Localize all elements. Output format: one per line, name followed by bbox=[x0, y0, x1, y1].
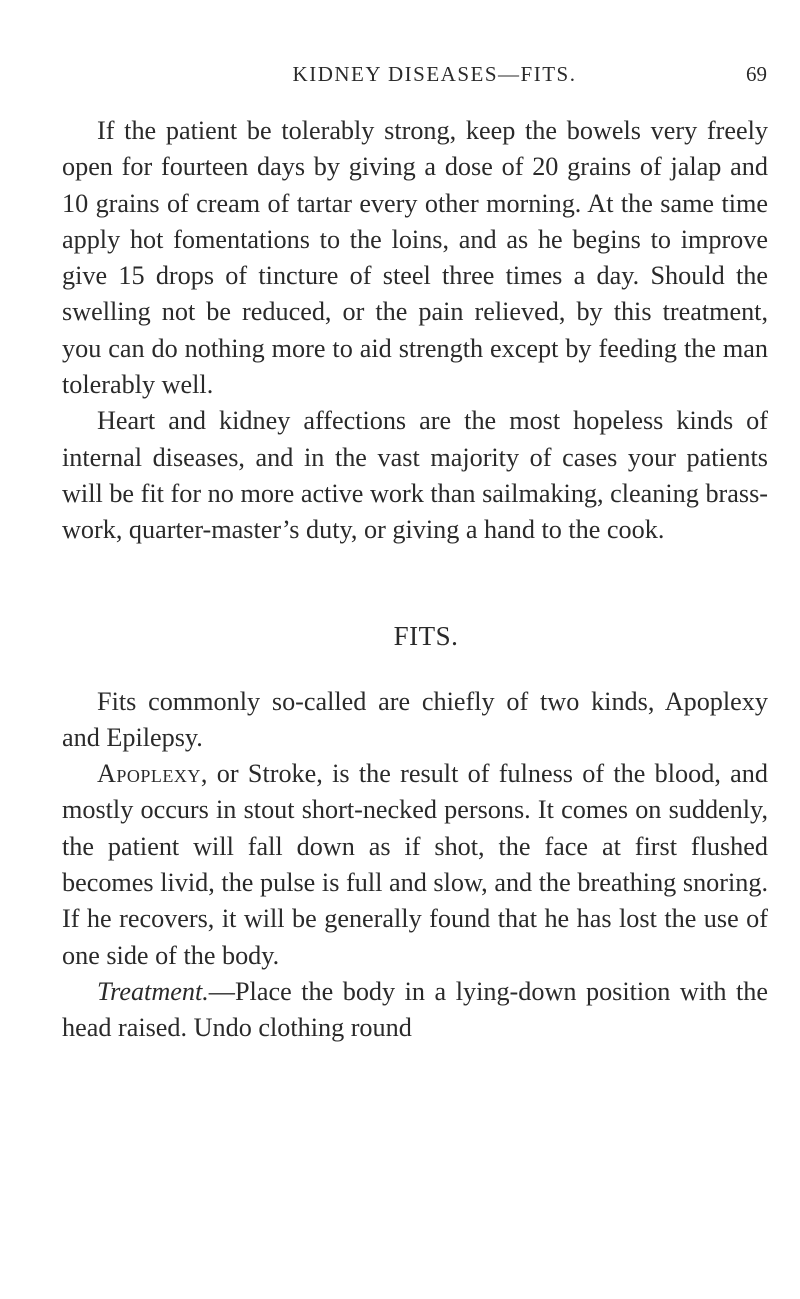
paragraph-treatment bbox=[62, 974, 768, 1047]
paragraph-fits-intro: Fits commonly so-called are chiefly of two kinds, Apoplexy and Epilepsy. bbox=[62, 686, 768, 752]
apoplexy-term: Apoplexy bbox=[97, 759, 201, 789]
section-heading-fits: FITS. bbox=[393, 620, 459, 651]
page-number: 69 bbox=[746, 62, 767, 86]
treatment-text: —Place the body in a lying-down position with the head raised. Undo clothing round bbox=[62, 976, 768, 1043]
paragraph-heart-kidney: Heart and kidney affections are the most hopeless kinds of internal diseases, and in the vast majority of cases your patients will be fit for no more active work than sailmaking, cleaning brass-work, quarter-master’s duty, or giving a hand to the cook. bbox=[62, 406, 768, 545]
paragraph-apoplexy bbox=[62, 756, 768, 974]
running-head bbox=[62, 62, 767, 92]
apoplexy-text: , or Stroke, is the result of fulness of the blood, and mostly occurs in stout short-necked persons. It comes on suddenly, the patient will fall down as if shot, the face at first flushed becomes livid, the pulse is full and slow, and the breathing snoring. If he recovers, it will be generally found that he has lost the use of one side of the body. bbox=[62, 759, 768, 970]
treatment-term: Treatment. bbox=[97, 976, 209, 1006]
paragraph-treatment-continued: If the patient be tolerably strong, keep the bowels very freely open for fourteen days by giving a dose of 20 grains of jalap and 10 grains of cream of tartar every other morning. At the same time apply hot fomentations to the loins, and as he begins to improve give 15 drops of tincture of steel three times a day. Should the swelling not be reduced, or the pain relieved, by this treatment, you can do nothing more to aid strength except by feeding the man tolerably well. bbox=[62, 116, 768, 400]
running-title: KIDNEY DISEASES—FITS. bbox=[292, 62, 577, 86]
body-text bbox=[62, 113, 768, 1047]
